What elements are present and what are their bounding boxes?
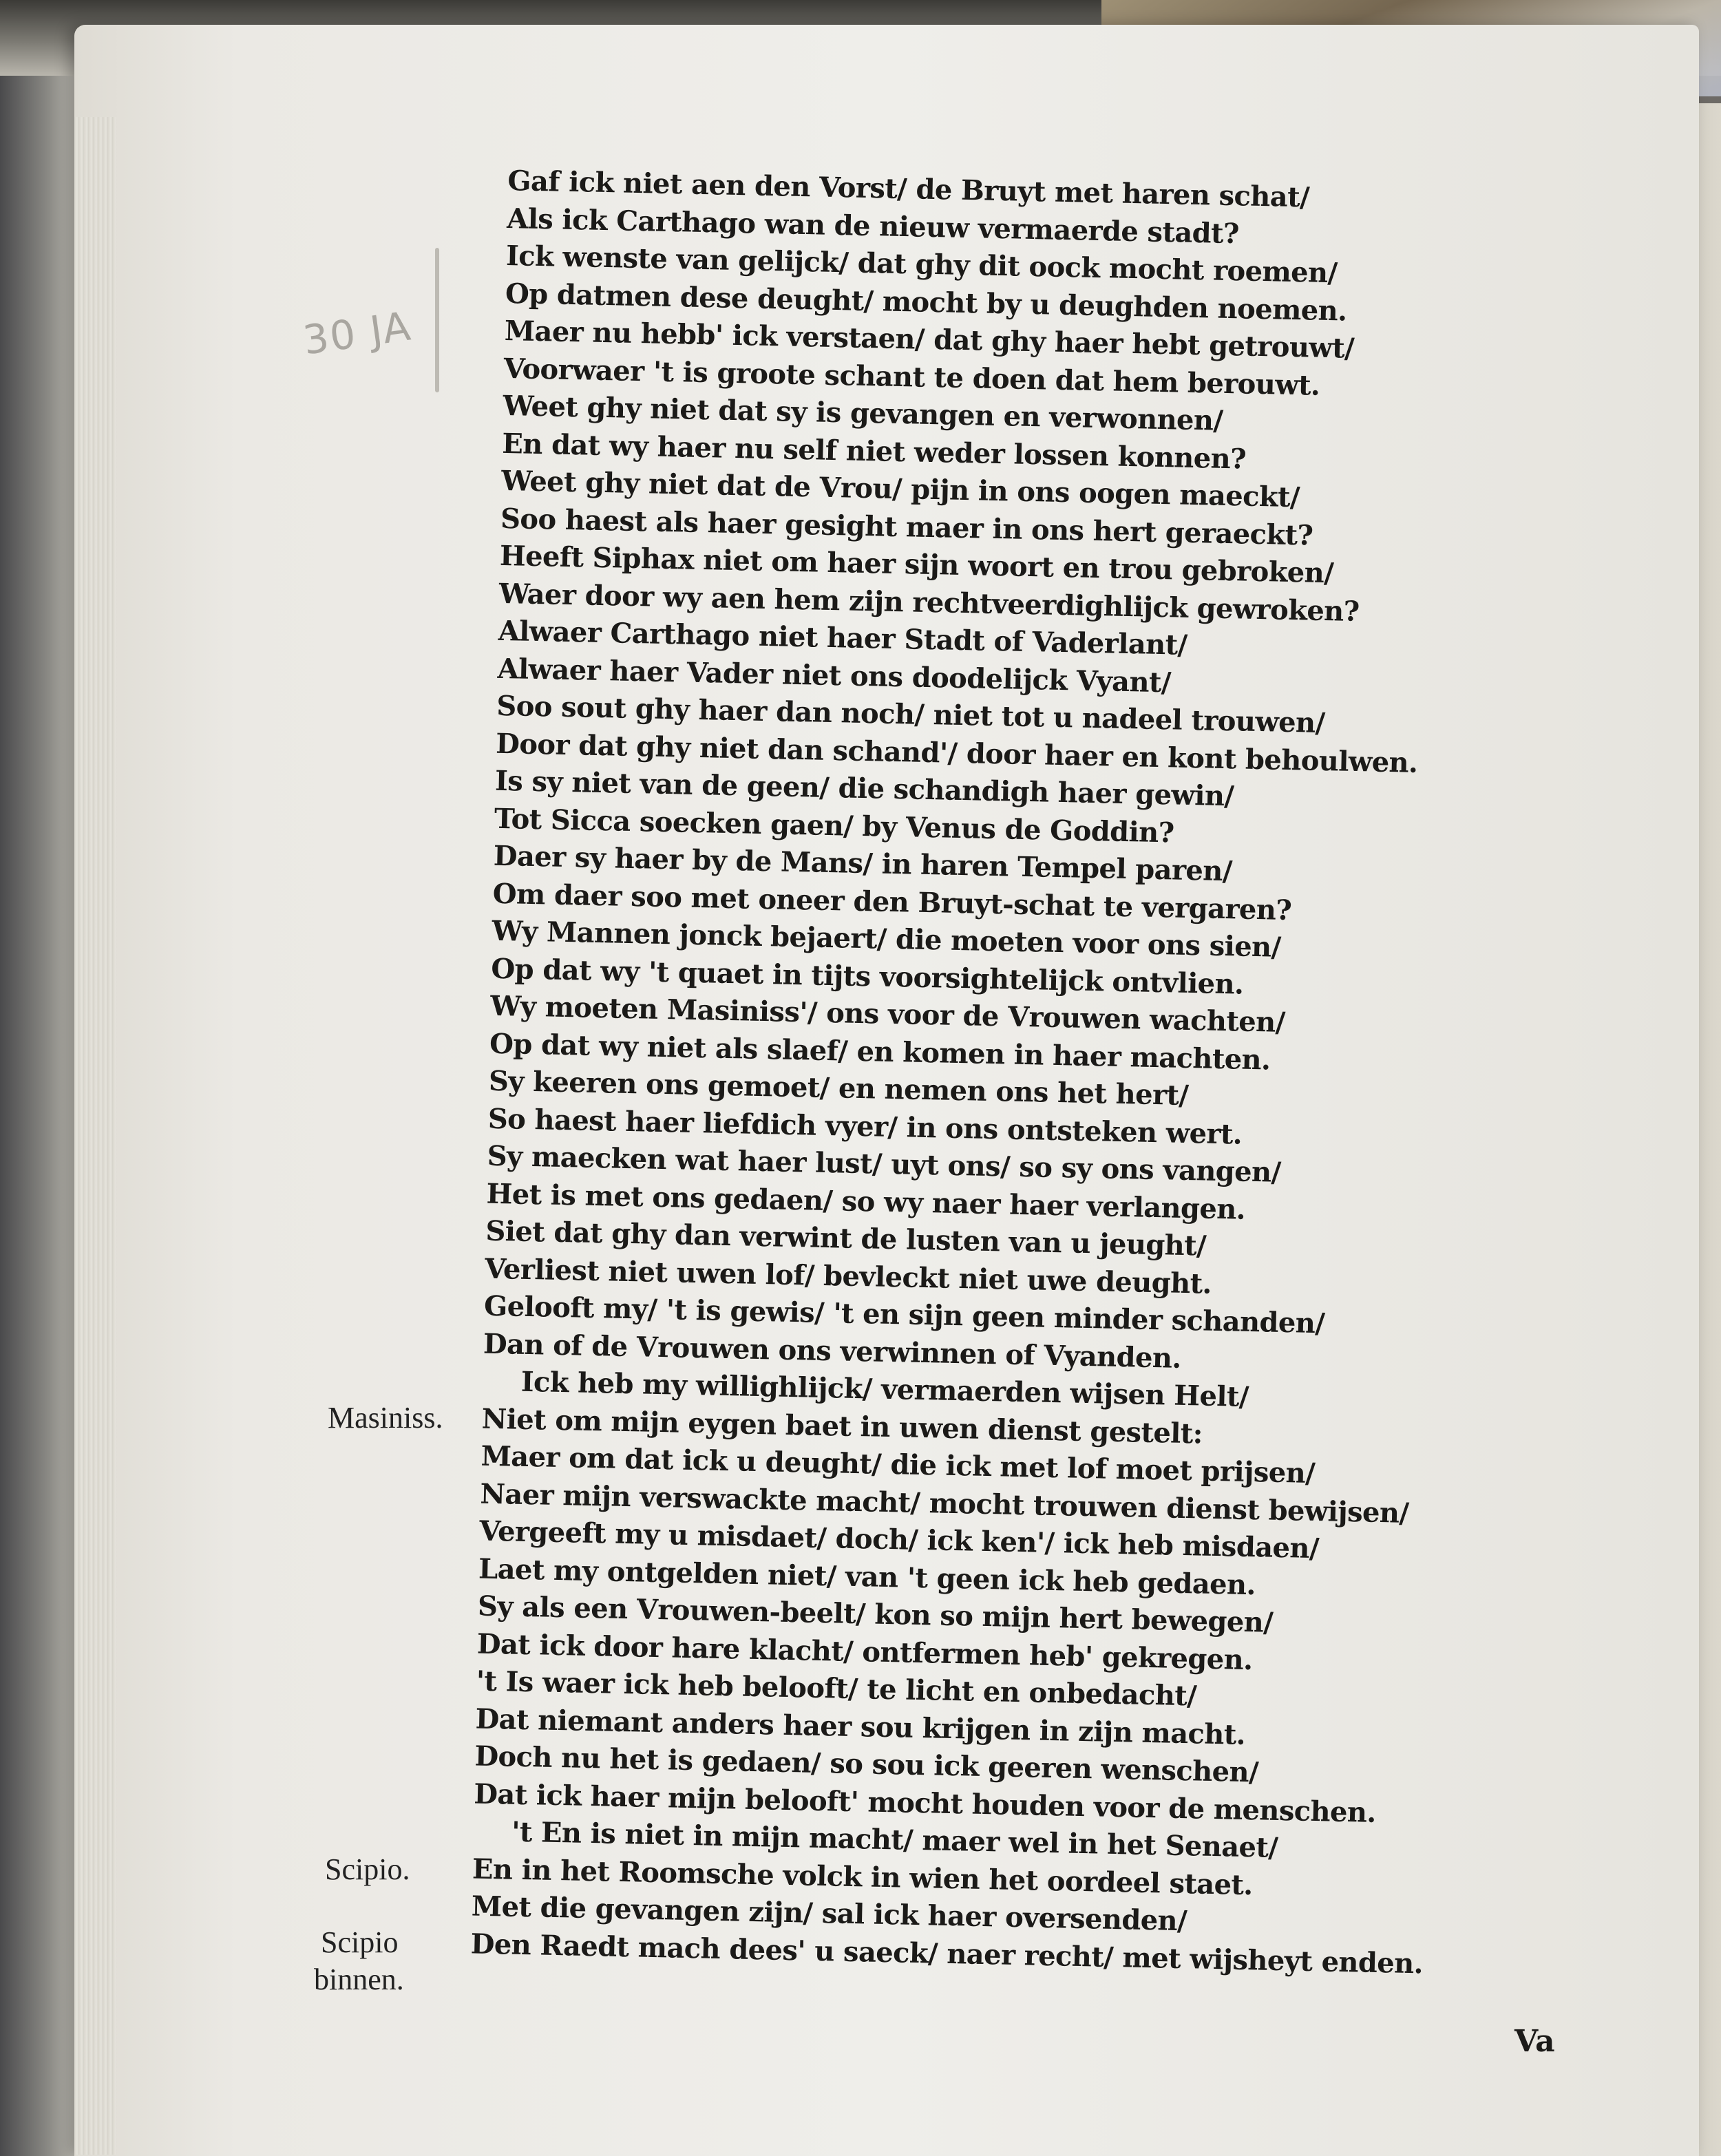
verse-line: Alwaer haer Vader niet ons doodelijck Vyant/ <box>497 652 1172 699</box>
verse-line: Het is met ons gedaen/ so wy naer haer verlangen. <box>486 1177 1246 1226</box>
verse-line: Weet ghy niet dat sy is gevangen en verwonnen/ <box>503 389 1223 437</box>
verse-line: Op dat wy niet als slaef/ en komen in haer machten. <box>489 1027 1271 1076</box>
verse-line: Gaf ick niet aen den Vorst/ de Bruyt met haren schat/ <box>507 164 1310 214</box>
verse-line: Wy Mannen jonck bejaert/ die moeten voor ons sien/ <box>492 914 1282 964</box>
verse-line: Maer nu hebb' ick verstaen/ dat ghy haer hebt getrouwt/ <box>504 314 1355 365</box>
verse-line: Siet dat ghy dan verwint de lusten van u jeught/ <box>485 1214 1207 1262</box>
verse-line: Weet ghy niet dat de Vrou/ pijn in ons oogen maeckt/ <box>500 464 1300 514</box>
verse-block <box>470 162 1471 1983</box>
stage-direction-binnen: binnen. <box>314 1963 404 1996</box>
verse-line: Gelooft my/ 't is gewis/ 't en sijn geen minder schanden/ <box>483 1289 1325 1340</box>
verse-line: Dan of de Vrouwen ons verwinnen of Vyanden. <box>483 1327 1182 1375</box>
speaker-scipio: Scipio. <box>325 1852 410 1886</box>
verse-line: En dat wy haer nu self niet weder lossen konnen? <box>501 427 1247 476</box>
verse-line: Waer door wy aen hem zijn rechtveerdighlijck gewroken? <box>498 577 1360 628</box>
speaker-masiniss: Masiniss. <box>328 1401 443 1435</box>
verse-line: Doch nu het is gedaen/ so sou ick geeren wenschen/ <box>474 1740 1259 1789</box>
pencil-bracket <box>435 248 439 392</box>
verse-line: Sy maecken wat haer lust/ uyt ons/ so sy ons vangen/ <box>487 1139 1282 1189</box>
verse-line: Heeft Siphax niet om haer sijn woort en trou gebroken/ <box>499 539 1334 590</box>
verse-line: Verliest niet uwen lof/ bevleckt niet uwe deught. <box>484 1252 1212 1300</box>
verse-line: Ick heb my willighlijck/ vermaerden wijsen Helt/ <box>520 1365 1249 1413</box>
verse-line: Op datmen dese deught/ mocht by u deughden noemen. <box>505 277 1347 328</box>
page-stack-edge <box>74 117 116 2155</box>
speaker-scipio-stage: Scipio <box>321 1925 399 1959</box>
verse-line: Maer om dat ick u deught/ die ick met lof moet prijsen/ <box>481 1439 1316 1490</box>
pencil-annotation: 30 JA <box>300 302 414 364</box>
verse-line: Sy keeren ons gemoet/ en nemen ons het hert/ <box>488 1064 1189 1112</box>
verse-line: Tot Sicca soecken gaen/ by Venus de Goddin? <box>494 802 1174 849</box>
verse-line: Op dat wy 't quaet in tijts voorsightelijck ontvlien. <box>490 952 1244 1001</box>
verse-line: Door dat ghy niet dan schand'/ door haer en kont behoulwen. <box>495 727 1418 779</box>
verse-line: Is sy niet van de geen/ die schandigh haer gewin/ <box>494 764 1234 813</box>
verse-line: 't En is niet in mijn macht/ maer wel in het Senaet/ <box>511 1815 1278 1864</box>
verse-line: 't Is waer ick heb belooft/ te licht en onbedacht/ <box>476 1664 1197 1713</box>
verse-line: Als ick Carthago wan de nieuw vermaerde stadt? <box>506 202 1240 250</box>
verse-line: Dat niemant anders haer sou krijgen in zijn macht. <box>475 1702 1246 1751</box>
verse-line: Dat ick door hare klacht/ ontfermen heb' gekregen. <box>476 1627 1253 1676</box>
verse-line: Om daer soo met oneer den Bruyt-schat te vergaren? <box>492 877 1292 927</box>
verse-line: Voorwaer 't is groote schant te doen dat hem berouwt. <box>503 352 1320 402</box>
verse-line: Vergeeft my u misdaet/ doch/ ick ken'/ ick heb misdaen/ <box>478 1514 1320 1565</box>
verse-line: Sy als een Vrouwen-beelt/ kon so mijn hert bewegen/ <box>477 1589 1274 1639</box>
verse-line: Den Raedt mach dees' u saeck/ naer recht/ met wijsheyt enden. <box>470 1927 1424 1980</box>
verse-line: Alwaer Carthago niet haer Stadt of Vaderlant/ <box>498 614 1188 662</box>
verse-line: Soo sout ghy haer dan noch/ niet tot u nadeel trouwen/ <box>496 689 1326 740</box>
catchword: Va <box>1514 2024 1555 2059</box>
background-left <box>0 0 83 2156</box>
verse-line: Ick wenste van gelijck/ dat ghy dit oock mocht roemen/ <box>505 239 1338 290</box>
verse-line: So haest haer liefdich vyer/ in ons ontsteken wert. <box>487 1102 1243 1151</box>
verse-line: Dat ick haer mijn belooft' mocht houden voor de menschen. <box>473 1777 1377 1829</box>
verse-line: Soo haest als haer gesight maer in ons hert geraeckt? <box>500 502 1313 552</box>
verse-line: En in het Roomsche volck in wien het oordeel staet. <box>472 1852 1254 1901</box>
verse-line: Laet my ontgelden niet/ van 't geen ick heb gedaen. <box>478 1552 1256 1601</box>
verse-line: Met die gevangen zijn/ sal ick haer oversenden/ <box>471 1890 1187 1938</box>
verse-line: Wy moeten Masiniss'/ ons voor de Vrouwen wachten/ <box>489 989 1286 1039</box>
verse-line: Daer sy haer by de Mans/ in haren Tempel paren/ <box>493 839 1233 888</box>
verse-line: Niet om mijn eygen baet in uwen dienst gestelt: <box>481 1402 1203 1450</box>
verse-line: Naer mijn verswackte macht/ mocht trouwen dienst bewijsen/ <box>480 1477 1409 1530</box>
